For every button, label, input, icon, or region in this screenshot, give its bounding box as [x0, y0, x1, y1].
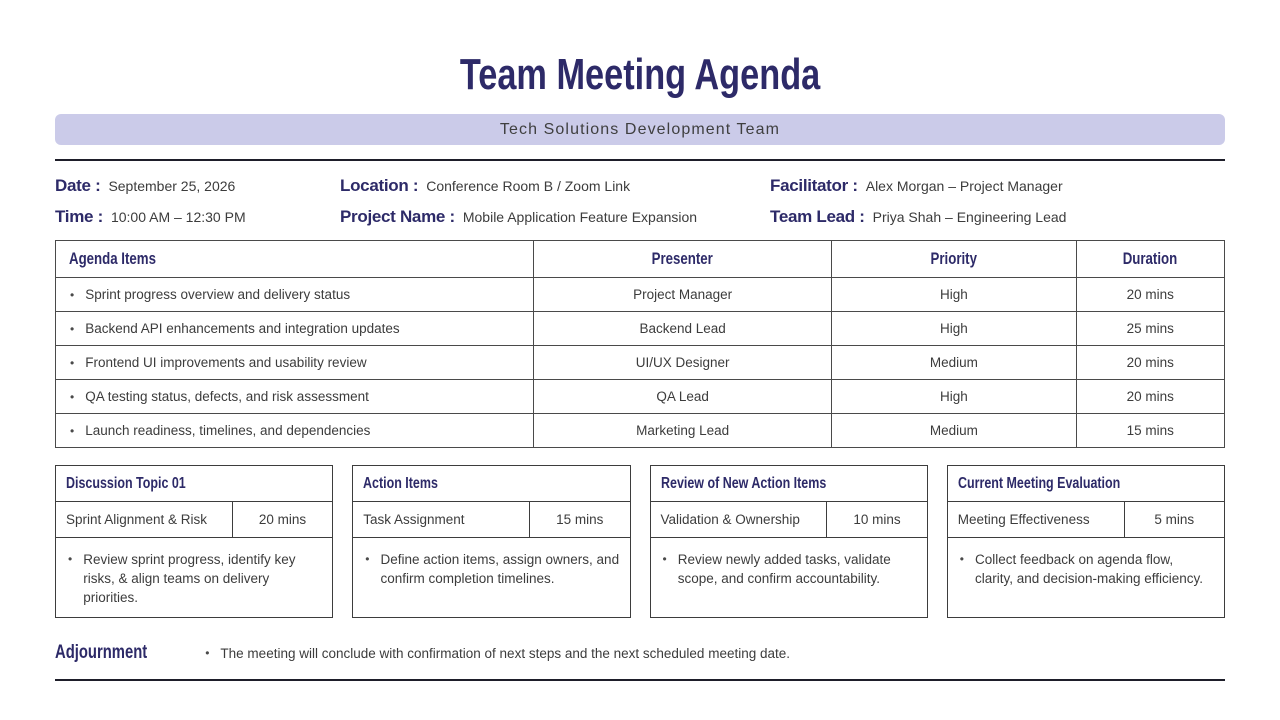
- meta-label: Location :: [340, 176, 419, 195]
- column-header-priority: [832, 241, 1076, 278]
- presenter-cell: QA Lead: [534, 380, 832, 414]
- bullet-icon: •: [205, 646, 210, 660]
- column-header-label: Priority: [930, 249, 978, 268]
- page-title-wrap: [55, 50, 1225, 102]
- table-row: [56, 380, 1225, 414]
- card-note-text: Review newly added tasks, validate scope, and confirm accountability.: [677, 552, 891, 586]
- card-duration: 15 mins: [556, 512, 604, 527]
- card-duration: 10 mins: [853, 512, 901, 527]
- agenda-item-cell: [56, 312, 534, 346]
- priority-cell: High: [832, 312, 1076, 346]
- meta-field-facilitator: [770, 176, 1225, 196]
- bullet-icon: •: [68, 552, 73, 566]
- divider-bottom: [55, 679, 1225, 681]
- presenter-cell: Backend Lead: [534, 312, 832, 346]
- priority-cell: Medium: [832, 414, 1076, 448]
- topic-cards: [55, 465, 1225, 618]
- agenda-item-text: Backend API enhancements and integration updates: [85, 321, 400, 336]
- table-row: [56, 346, 1225, 380]
- card-note: [651, 538, 927, 617]
- divider-top: [55, 159, 1225, 161]
- agenda-item-cell: [56, 414, 534, 448]
- card-note: [948, 538, 1224, 617]
- table-row: [56, 414, 1225, 448]
- agenda-item-text: Sprint progress overview and delivery status: [85, 287, 351, 302]
- agenda-table-header-row: [56, 241, 1225, 278]
- meta-label: Project Name :: [340, 207, 455, 226]
- priority-cell: High: [832, 278, 1076, 312]
- card-meeting-evaluation: [947, 465, 1225, 618]
- meta-field-project-name: [340, 207, 770, 227]
- adjournment-section: [55, 642, 1225, 664]
- meta-label: Facilitator :: [770, 176, 858, 195]
- card-title-row: [56, 466, 332, 502]
- presenter-cell: Project Manager: [534, 278, 832, 312]
- agenda-document: [55, 0, 1225, 681]
- meta-value: Mobile Application Feature Expansion: [462, 209, 698, 225]
- bullet-icon: •: [70, 321, 75, 336]
- column-header-label: Duration: [1123, 249, 1178, 268]
- card-action-items: [352, 465, 630, 618]
- card-sub-row: [56, 502, 332, 538]
- bullet-icon: •: [70, 355, 75, 370]
- card-note-text: Review sprint progress, identify key risks, & align teams on delivery priorities.: [83, 552, 296, 605]
- card-note: [56, 538, 332, 617]
- duration-cell: 20 mins: [1076, 380, 1224, 414]
- duration-cell: 25 mins: [1076, 312, 1224, 346]
- adjournment-note: [205, 646, 790, 661]
- meta-label: Team Lead :: [770, 207, 865, 226]
- meeting-meta: [55, 176, 1225, 227]
- agenda-item-cell: [56, 278, 534, 312]
- bullet-icon: •: [365, 552, 370, 566]
- card-duration: 5 mins: [1154, 512, 1195, 527]
- priority-cell: Medium: [832, 346, 1076, 380]
- bullet-icon: •: [959, 552, 964, 566]
- duration-cell: 20 mins: [1076, 278, 1224, 312]
- team-subtitle: Tech Solutions Development Team: [499, 121, 781, 138]
- card-note-text: Define action items, assign owners, and confirm completion timelines.: [380, 552, 620, 586]
- meta-field-location: [340, 176, 770, 196]
- adjournment-label: Adjournment: [55, 642, 148, 663]
- card-title: Review of New Action Items: [660, 475, 826, 492]
- bullet-icon: •: [70, 389, 75, 404]
- card-topic: Sprint Alignment & Risk: [56, 502, 233, 537]
- duration-cell: 20 mins: [1076, 346, 1224, 380]
- presenter-cell: UI/UX Designer: [534, 346, 832, 380]
- table-row: [56, 278, 1225, 312]
- column-header-presenter: [534, 241, 832, 278]
- card-topic: Task Assignment: [353, 502, 530, 537]
- agenda-item-text: Launch readiness, timelines, and dependencies: [85, 423, 371, 438]
- card-review-new-action-items: [650, 465, 928, 618]
- agenda-item-cell: [56, 380, 534, 414]
- table-row: [56, 312, 1225, 346]
- card-sub-row: [948, 502, 1224, 538]
- meta-field-time: [55, 207, 340, 227]
- column-header-duration: [1076, 241, 1224, 278]
- duration-cell: 15 mins: [1076, 414, 1224, 448]
- adjournment-note-text: The meeting will conclude with confirmation of next steps and the next scheduled meeting date.: [220, 645, 790, 661]
- agenda-item-cell: [56, 346, 534, 380]
- card-note-text: Collect feedback on agenda flow, clarity, and decision-making efficiency.: [974, 552, 1204, 586]
- bullet-icon: •: [70, 287, 75, 302]
- agenda-item-text: QA testing status, defects, and risk assessment: [85, 389, 369, 404]
- meta-value: Alex Morgan – Project Manager: [865, 178, 1063, 194]
- card-duration: 20 mins: [258, 512, 307, 527]
- card-topic: Meeting Effectiveness: [948, 502, 1125, 537]
- agenda-item-text: Frontend UI improvements and usability review: [85, 355, 367, 370]
- meta-label: Date :: [55, 176, 101, 195]
- agenda-table: [55, 240, 1225, 448]
- meta-value: September 25, 2026: [108, 178, 236, 194]
- bullet-icon: •: [662, 552, 667, 566]
- bullet-icon: •: [70, 423, 75, 438]
- page-title: Team Meeting Agenda: [459, 50, 821, 99]
- priority-cell: High: [832, 380, 1076, 414]
- card-title-row: [353, 466, 629, 502]
- column-header-label: Agenda Items: [69, 249, 156, 268]
- meta-field-date: [55, 176, 340, 196]
- card-title-row: [651, 466, 927, 502]
- card-title: Current Meeting Evaluation: [957, 475, 1121, 492]
- column-header-agenda-items: [56, 241, 534, 278]
- team-subtitle-banner: [55, 114, 1225, 145]
- card-title: Discussion Topic 01: [66, 475, 186, 492]
- presenter-cell: Marketing Lead: [534, 414, 832, 448]
- card-title-row: [948, 466, 1224, 502]
- meta-label: Time :: [55, 207, 103, 226]
- meta-value: Priya Shah – Engineering Lead: [872, 209, 1067, 225]
- card-title: Action Items: [363, 475, 439, 492]
- meta-field-team-lead: [770, 207, 1225, 227]
- meta-value: 10:00 AM – 12:30 PM: [110, 209, 246, 225]
- card-topic: Validation & Ownership: [651, 502, 828, 537]
- card-discussion-topic: [55, 465, 333, 618]
- card-note: [353, 538, 629, 617]
- column-header-label: Presenter: [652, 249, 714, 268]
- meta-value: Conference Room B / Zoom Link: [426, 178, 631, 194]
- card-sub-row: [651, 502, 927, 538]
- card-sub-row: [353, 502, 629, 538]
